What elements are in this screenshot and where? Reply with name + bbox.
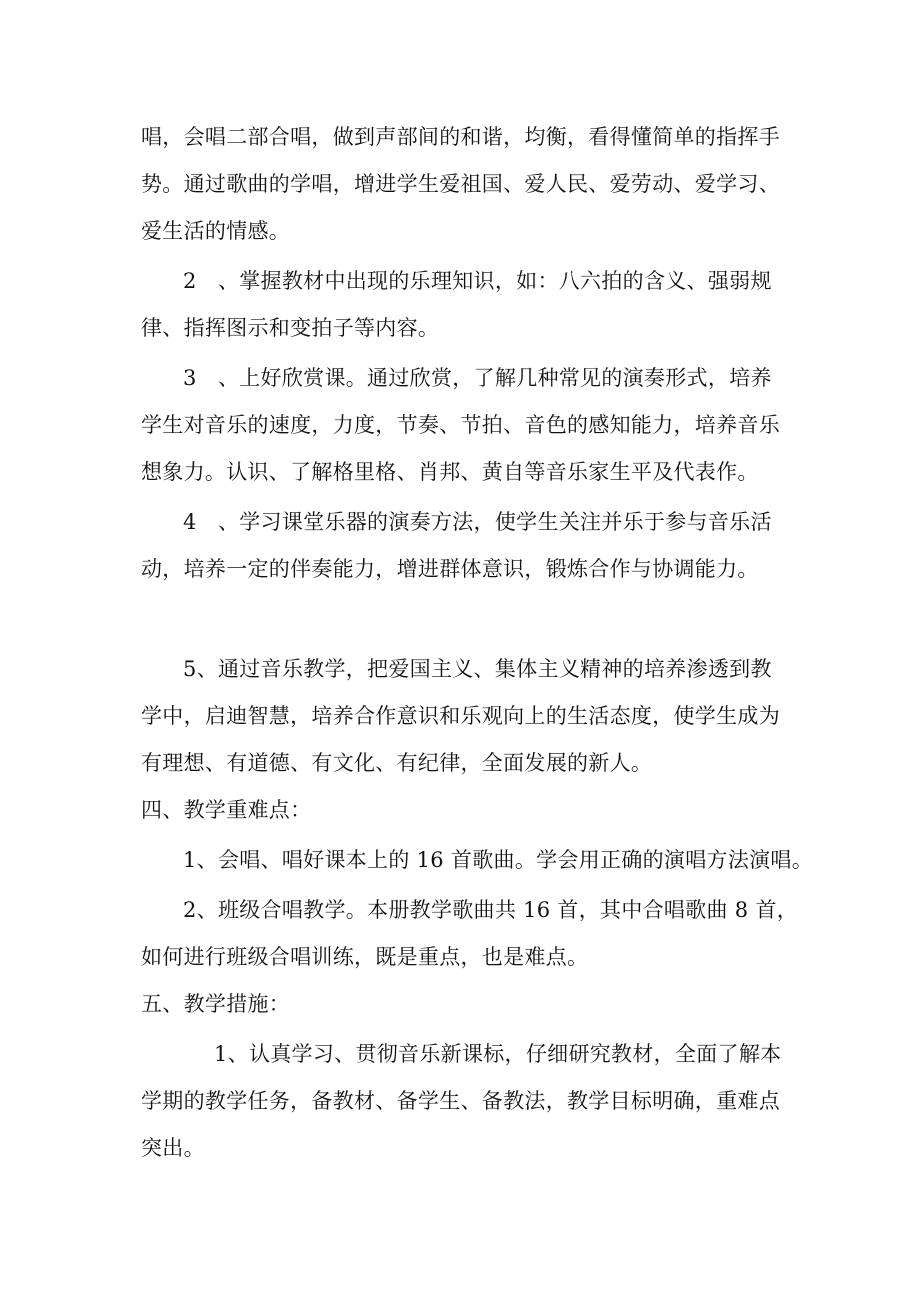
section-heading: 五、教学措施： bbox=[141, 992, 291, 1016]
paragraph-line: 想象力。认识、了解格里格、肖邦、黄自等音乐家生平及代表作。 bbox=[141, 460, 759, 484]
paragraph-line: 动，培养一定的伴奏能力，增进群体意识，锻炼合作与协调能力。 bbox=[141, 557, 759, 581]
paragraph-line: 3 、上好欣赏课。通过欣赏，了解几种常见的演奏形式，培养 bbox=[183, 366, 772, 390]
paragraph-line: 唱，会唱二部合唱，做到声部间的和谐，均衡，看得懂简单的指挥手 bbox=[141, 125, 780, 149]
paragraph-line: 如何进行班级合唱训练，既是重点，也是难点。 bbox=[141, 945, 589, 969]
paragraph-line: 1、认真学习、贯彻音乐新课标，仔细研究教材，全面了解本 bbox=[214, 1042, 782, 1066]
paragraph-line: 有理想、有道德、有文化、有纪律，全面发展的新人。 bbox=[141, 751, 653, 775]
paragraph-line: 2 、掌握教材中出现的乐理知识，如：八六拍的含义、强弱规 bbox=[183, 269, 772, 293]
paragraph-line: 1、会唱、唱好课本上的 16 首歌曲。学会用正确的演唱方法演唱。 bbox=[183, 848, 814, 872]
section-heading: 四、教学重难点： bbox=[141, 798, 312, 822]
paragraph-line: 律、指挥图示和变拍子等内容。 bbox=[141, 316, 440, 340]
paragraph-line: 5、通过音乐教学，把爱国主义、集体主义精神的培养渗透到教 bbox=[183, 657, 772, 681]
paragraph-line: 学生对音乐的速度，力度，节奏、节拍、音色的感知能力，培养音乐 bbox=[141, 413, 780, 437]
paragraph-line: 爱生活的情感。 bbox=[141, 219, 291, 243]
paragraph-line: 4 、学习课堂乐器的演奏方法，使学生关注并乐于参与音乐活 bbox=[183, 510, 772, 534]
paragraph-line: 学中，启迪智慧，培养合作意识和乐观向上的生活态度，使学生成为 bbox=[141, 704, 780, 728]
paragraph-line: 势。通过歌曲的学唱，增进学生爱祖国、爱人民、爱劳动、爱学习、 bbox=[141, 172, 780, 196]
paragraph-line: 突出。 bbox=[141, 1136, 205, 1160]
paragraph-line: 2、班级合唱教学。本册教学歌曲共 16 首，其中合唱歌曲 8 首， bbox=[183, 898, 799, 922]
paragraph-line: 学期的教学任务，备教材、备学生、备教法，教学目标明确，重难点 bbox=[141, 1089, 780, 1113]
